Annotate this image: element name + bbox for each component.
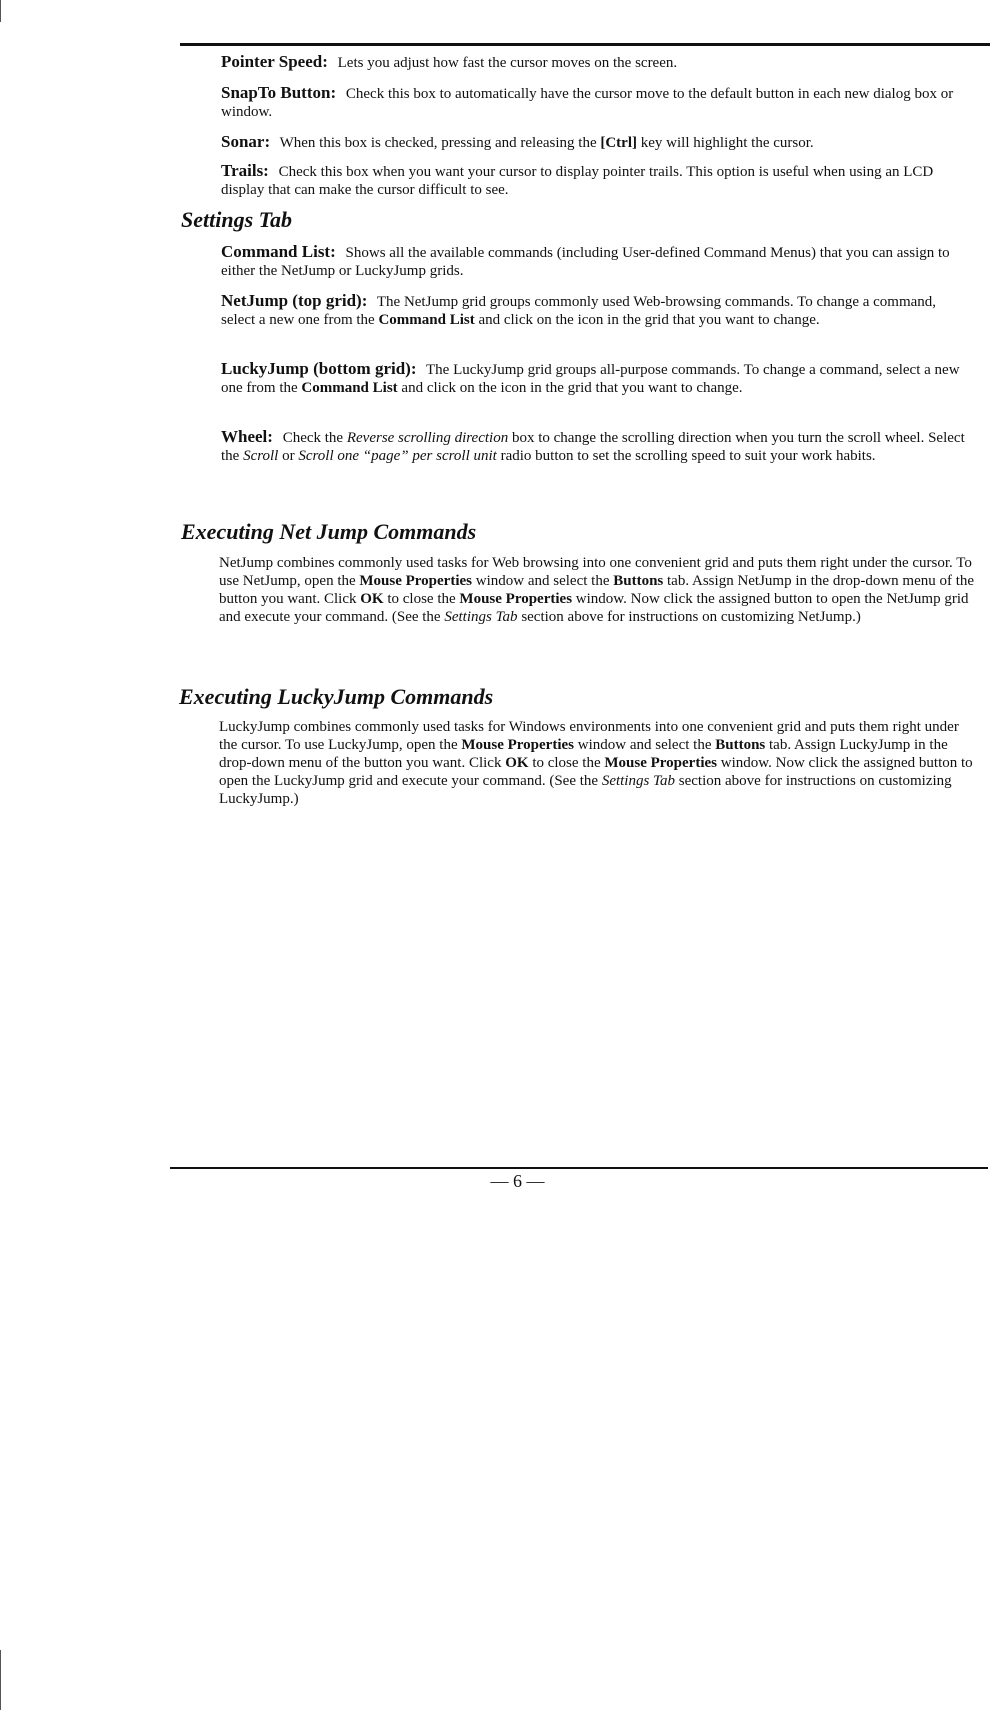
scan-edge-mark-top [0,0,1,22]
net-jump-buttons-ref: Buttons [613,573,664,589]
sonar-key: [Ctrl] [600,135,638,151]
page-number [0,1170,997,1192]
netjump-grid-text-2: and click on the icon in the grid that you want to change. [478,312,820,328]
snapto-button-term: SnapTo Button: [221,83,337,102]
net-jump-paragraph [219,554,977,626]
wheel-text-3: or [282,448,295,464]
snapto-button-text: Check this box to automatically have the cursor move to the default button in each new dialog box or window. [221,86,954,120]
net-jump-ok-ref: OK [360,591,384,607]
lucky-jump-text-2: window and select the [577,737,712,753]
netjump-grid-text-1: The NetJump grid groups commonly used Web-browsing commands. To change a command, select a new one from the [221,294,937,328]
pointer-speed-term: Pointer Speed: [221,52,328,71]
lucky-jump-buttons-ref: Buttons [715,737,766,753]
lucky-jump-text-3: tab. Assign LuckyJump in the drop-down menu of the button you want. Click [219,737,948,771]
net-jump-text-6: section above for instructions on customizing NetJump.) [521,609,861,625]
command-list-entry [221,243,973,280]
netjump-grid-term: NetJump (top grid): [221,291,368,310]
luckyjump-grid-text-2: and click on the icon in the grid that you want to change. [401,380,743,396]
luckyjump-grid-command-list-ref: Command List [301,380,398,396]
wheel-text-1: Check the [282,430,344,446]
net-jump-mouse-properties-ref-1: Mouse Properties [359,573,473,589]
netjump-grid-entry [221,292,973,329]
net-jump-text-3: tab. Assign NetJump in the drop-down menu of the button you want. Click [219,573,975,607]
pointer-speed-entry [221,53,973,72]
page-number-text: — 6 — [490,1171,545,1191]
settings-tab-heading: Settings Tab [181,207,293,232]
net-jump-settings-ref: Settings Tab [444,609,518,625]
header-rule [180,43,990,46]
wheel-entry [221,428,973,465]
net-jump-mouse-properties-ref-2: Mouse Properties [459,591,573,607]
sonar-text-1: When this box is checked, pressing and releasing the [279,135,597,151]
net-jump-text-5: window. Now click the assigned button to open the NetJump grid and execute your command. (See the [219,591,969,625]
wheel-text-2: box to change the scrolling direction when you turn the scroll wheel. Select the [221,430,965,464]
sonar-text-2: key will highlight the cursor. [640,135,814,151]
sonar-term: Sonar: [221,132,271,151]
wheel-term: Wheel: [221,427,273,446]
wheel-scroll-ref: Scroll [243,448,279,464]
lucky-jump-mouse-properties-ref-1: Mouse Properties [461,737,575,753]
wheel-reverse-ref: Reverse scrolling direction [346,430,509,446]
lucky-jump-ok-ref: OK [505,755,529,771]
lucky-jump-text-5: window. Now click the assigned button to open the LuckyJump grid and execute your command. (See the [219,755,973,789]
luckyjump-grid-term: LuckyJump (bottom grid): [221,359,417,378]
lucky-jump-mouse-properties-ref-2: Mouse Properties [604,755,718,771]
lucky-jump-text-1: LuckyJump combines commonly used tasks for Windows environments into one convenient grid and puts them right under the cursor. To use LuckyJump, open the [219,719,959,753]
trails-term: Trails: [221,161,269,180]
footer-rule [170,1167,988,1169]
sonar-entry [221,133,973,152]
luckyjump-grid-entry [221,360,973,397]
command-list-text: Shows all the available commands (including User-defined Command Menus) that you can assign to either the NetJump or LuckyJump grids. [221,245,950,279]
wheel-scroll-page-ref: Scroll one “page” per scroll unit [298,448,497,464]
trails-text: Check this box when you want your cursor to display pointer trails. This option is useful when using an LCD display that can make the cursor difficult to see. [221,164,934,198]
scan-edge-mark-bottom [0,1650,1,1710]
pointer-speed-text: Lets you adjust how fast the cursor moves on the screen. [337,55,678,71]
snapto-button-entry [221,84,973,121]
command-list-term: Command List: [221,242,336,261]
net-jump-text-1: NetJump combines commonly used tasks for Web browsing into one convenient grid and puts them right under the cursor. To use NetJump, open the [219,555,972,589]
netjump-grid-command-list-ref: Command List [378,312,475,328]
luckyjump-grid-text-1: The LuckyJump grid groups all-purpose commands. To change a command, select a new one from the [221,362,960,396]
lucky-jump-settings-ref: Settings Tab [601,773,676,789]
wheel-text-4: radio button to set the scrolling speed to suit your work habits. [500,448,876,464]
trails-entry [221,162,973,199]
lucky-jump-paragraph [219,718,977,808]
lucky-jump-heading: Executing LuckyJump Commands [179,684,494,709]
net-jump-text-2: window and select the [475,573,610,589]
lucky-jump-text-6: section above for instructions on customizing LuckyJump.) [219,773,952,807]
net-jump-heading: Executing Net Jump Commands [181,519,477,544]
net-jump-text-4: to close the [387,591,456,607]
lucky-jump-text-4: to close the [532,755,601,771]
